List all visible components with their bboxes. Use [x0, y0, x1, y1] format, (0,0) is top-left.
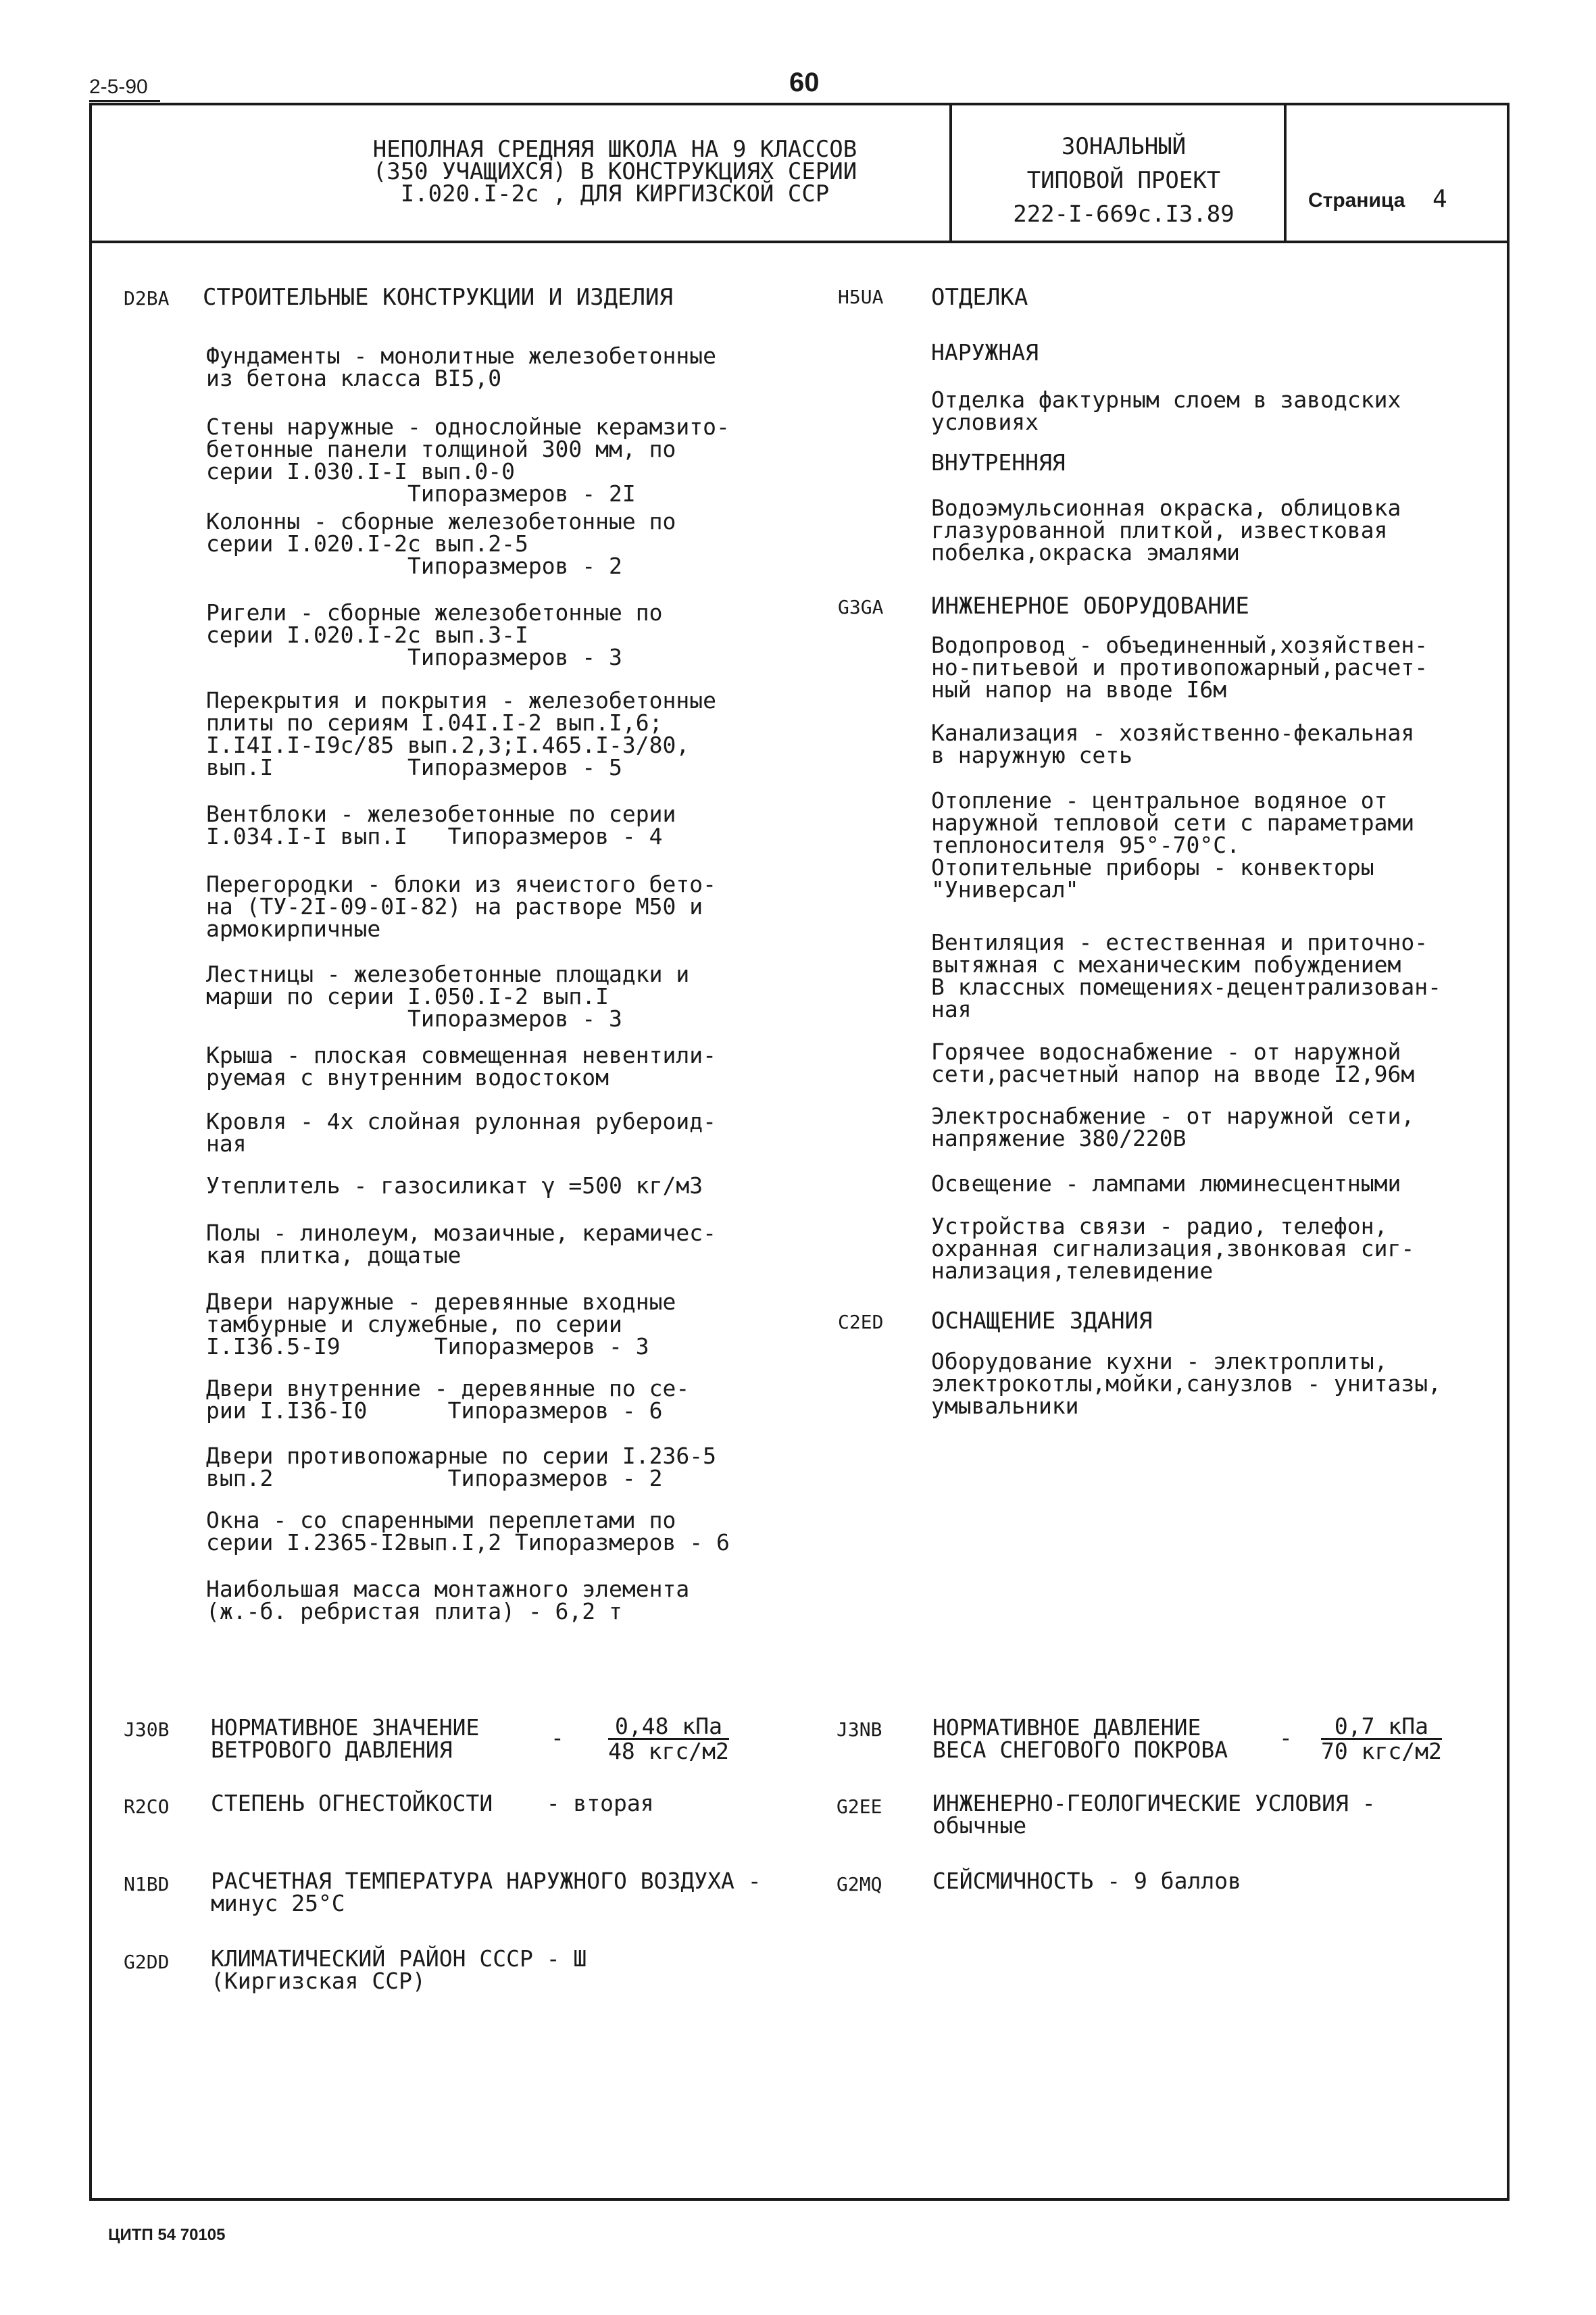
text-line: РАСЧЕТНАЯ ТЕМПЕРАТУРА НАРУЖНОГО ВОЗДУХА -	[211, 1868, 762, 1894]
param-code: J3NB	[837, 1718, 882, 1741]
value-denominator: 70 кгс/м2	[1321, 1738, 1442, 1764]
item-line: Двери внутренние - деревянные по се-	[206, 1375, 690, 1401]
item-line: Фундаменты - монолитные железобетонные	[206, 343, 716, 369]
item-line: рии I.I36-I0 Типоразмеров - 6	[206, 1397, 663, 1424]
label-line: НОРМАТИВНОЕ ДАВЛЕНИЕ	[932, 1714, 1201, 1741]
construction-item	[206, 1291, 676, 1358]
spec-item	[931, 497, 1401, 564]
value-numerator: 0,7 кПа	[1321, 1715, 1442, 1740]
item-line: I.I36.5-I9 Типоразмеров - 3	[206, 1333, 649, 1360]
section-heading: ОСНАЩЕНИЕ ЗДАНИЯ	[931, 1308, 1153, 1335]
section-heading: ОТДЕЛКА	[931, 284, 1028, 311]
construction-item	[206, 510, 676, 577]
item-line: Устройства связи - радио, телефон,	[931, 1213, 1388, 1239]
item-line: Типоразмеров - 3	[206, 1005, 622, 1032]
item-line: Типоразмеров - 2	[206, 553, 622, 579]
item-line: кая плитка, дощатые	[206, 1242, 462, 1268]
param-code: R2CO	[124, 1795, 170, 1818]
construction-item	[206, 416, 730, 505]
section-code: D2BA	[124, 287, 170, 309]
construction-item	[206, 601, 663, 668]
item-line: Типоразмеров - 3	[206, 644, 622, 670]
item-line: Водоэмульсионная окраска, облицовка	[931, 495, 1401, 521]
dash: -	[1279, 1724, 1293, 1751]
item-line: Освещение - лампами люминесцентными	[931, 1170, 1401, 1197]
item-line: I.034.I-I вып.I Типоразмеров - 4	[206, 823, 663, 849]
item-line: напряжение 380/220В	[931, 1125, 1187, 1151]
item-line: Горячее водоснабжение - от наружной	[931, 1039, 1401, 1065]
code-underline	[89, 100, 160, 102]
spec-item	[931, 1172, 1401, 1195]
spec-item	[931, 1041, 1414, 1085]
document-code: 2-5-90	[89, 76, 148, 98]
spec-item	[931, 341, 1039, 364]
header-bottom-rule	[89, 241, 1510, 243]
text-line: ИНЖЕНЕРНО-ГЕОЛОГИЧЕСКИЕ УСЛОВИЯ -	[932, 1790, 1376, 1816]
item-line: вытяжная с механическим побуждением	[931, 951, 1401, 978]
wind-pressure-value	[608, 1715, 729, 1763]
dash: -	[551, 1724, 564, 1751]
print-code: ЦИТП 54 70105	[108, 2226, 226, 2244]
item-line: I.I4I.I-I9с/85 вып.2,3;I.465.I-3/80,	[206, 732, 690, 758]
item-line: Вентблоки - железобетонные по серии	[206, 801, 676, 827]
item-line: Перегородки - блоки из ячеистого бето-	[206, 871, 716, 897]
snow-load-value	[1321, 1715, 1442, 1763]
item-line: серии I.2365-I2вып.I,2 Типоразмеров - 6	[206, 1529, 730, 1555]
project-line: ТИПОВОЙ ПРОЕКТ	[1026, 167, 1221, 194]
item-line: Наибольшая масса монтажного элемента	[206, 1576, 690, 1602]
param-code: J30B	[124, 1718, 170, 1741]
label-line: ВЕСА СНЕГОВОГО ПОКРОВА	[932, 1737, 1228, 1763]
item-line: ная	[206, 1130, 247, 1157]
param-code: N1BD	[124, 1873, 170, 1895]
wind-pressure-label	[211, 1716, 479, 1761]
item-line: Типоразмеров - 2I	[206, 480, 636, 507]
item-line: Оборудование кухни - электроплиты,	[931, 1348, 1388, 1374]
item-line: ный напор на вводе I6м	[931, 676, 1227, 703]
title-line: (350 УЧАЩИХСЯ) В КОНСТРУКЦИЯХ СЕРИИ	[372, 158, 857, 185]
spec-item	[931, 789, 1414, 901]
page-label: Страница	[1308, 189, 1405, 211]
item-line: Утеплитель - газосиликат γ =500 кг/м3	[206, 1172, 703, 1199]
item-line: серии I.020.I-2с вып.3-I	[206, 622, 528, 648]
item-line: умывальники	[931, 1393, 1079, 1419]
construction-item	[206, 873, 716, 940]
climate-region	[211, 1947, 587, 1992]
item-line: из бетона класса BI5,0	[206, 365, 502, 391]
design-temperature	[211, 1870, 762, 1914]
item-line: Водопровод - объединенный,хозяйствен-	[931, 632, 1428, 658]
text-line: обычные	[932, 1812, 1027, 1839]
item-line: охранная сигнализация,звонковая сиг-	[931, 1235, 1415, 1262]
construction-item	[206, 689, 716, 778]
item-line: (ж.-б. ребристая плита) - 6,2 т	[206, 1598, 622, 1624]
item-line: Колонны - сборные железобетонные по	[206, 508, 676, 534]
item-line: электрокотлы,мойки,санузлов - унитазы,	[931, 1370, 1441, 1397]
project-number: 222-I-669с.I3.89	[1013, 201, 1235, 228]
project-line: ЗОНАЛЬНЫЙ	[1061, 133, 1187, 160]
item-line: наружной тепловой сети с параметрами	[931, 810, 1415, 836]
item-line: Двери противопожарные по серии I.236-5	[206, 1443, 716, 1469]
item-line: ВНУТРЕННЯЯ	[931, 449, 1066, 476]
item-line: Окна - со спаренными переплетами по	[206, 1507, 676, 1533]
item-line: ная	[931, 996, 972, 1022]
item-line: теплоносителя 95°-70°С.	[931, 832, 1240, 858]
param-code: G2EE	[837, 1795, 882, 1818]
item-line: вып.2 Типоразмеров - 2	[206, 1465, 663, 1491]
item-line: Кровля - 4х слойная рулонная рубероид-	[206, 1108, 716, 1135]
item-line: руемая с внутренним водостоком	[206, 1064, 609, 1091]
snow-load-label	[932, 1716, 1228, 1761]
item-line: в наружную сеть	[931, 742, 1133, 768]
param-code: G2MQ	[837, 1873, 882, 1895]
text-line: (Киргизская ССР)	[211, 1968, 426, 1994]
item-line: серии I.030.I-I вып.0-0	[206, 458, 515, 484]
item-line: Двери наружные - деревянные входные	[206, 1289, 676, 1315]
item-line: глазурованной плиткой, известковая	[931, 517, 1388, 543]
construction-item	[206, 963, 689, 1030]
construction-item	[206, 1174, 703, 1197]
title-line: I.020.I-2с , ДЛЯ КИРГИЗСКОЙ ССР	[400, 180, 830, 207]
value-numerator: 0,48 кПа	[608, 1715, 729, 1740]
item-line: тамбурные и служебные, по серии	[206, 1311, 622, 1337]
spec-item	[931, 389, 1401, 433]
spec-item	[931, 1215, 1414, 1282]
construction-item	[206, 1044, 716, 1089]
param-code: G2DD	[124, 1951, 170, 1973]
page-value: 4	[1432, 185, 1447, 213]
title-line: НЕПОЛНАЯ СРЕДНЯЯ ШКОЛА НА 9 КЛАССОВ	[372, 136, 857, 163]
section-code: C2ED	[838, 1311, 884, 1333]
item-line: Перекрытия и покрытия - железобетонные	[206, 687, 716, 714]
section-code: H5UA	[838, 286, 884, 308]
section-heading: СТРОИТЕЛЬНЫЕ КОНСТРУКЦИИ И ИЗДЕЛИЯ	[203, 284, 673, 311]
construction-item	[206, 803, 676, 847]
construction-item	[206, 1222, 716, 1266]
seismicity: СЕЙСМИЧНОСТЬ - 9 баллов	[932, 1868, 1241, 1894]
value-denominator: 48 кгс/м2	[608, 1738, 729, 1764]
item-line: Стены наружные - однослойные керамзито-	[206, 414, 730, 440]
construction-item	[206, 345, 716, 389]
item-line: Отопление - центральное водяное от	[931, 787, 1388, 814]
item-line: В классных помещениях-децентрализован-	[931, 974, 1441, 1000]
spec-item	[931, 722, 1414, 766]
spec-item	[931, 451, 1066, 474]
school-title	[284, 136, 946, 207]
section-code: G3GA	[838, 596, 884, 618]
item-line: вып.I Типоразмеров - 5	[206, 754, 622, 780]
item-line: Канализация - хозяйственно-фекальная	[931, 720, 1415, 746]
fire-resistance: СТЕПЕНЬ ОГНЕСТОЙКОСТИ - вторая	[211, 1790, 654, 1816]
item-line: Ригели - сборные железобетонные по	[206, 599, 663, 626]
project-info	[958, 130, 1289, 231]
construction-item	[206, 1578, 689, 1622]
item-line: Электроснабжение - от наружной сети,	[931, 1103, 1415, 1129]
item-line: но-питьевой и противопожарный,расчет-	[931, 654, 1428, 680]
item-line: на (ТУ-2I-09-0I-82) на растворе М50 и	[206, 893, 703, 920]
text-line: минус 25°С	[211, 1890, 345, 1916]
spec-item	[931, 1350, 1441, 1417]
header-divider-1	[949, 103, 952, 242]
label-line: НОРМАТИВНОЕ ЗНАЧЕНИЕ	[211, 1714, 480, 1741]
item-line: Лестницы - железобетонные площадки и	[206, 961, 690, 987]
sheet-number: 60	[789, 68, 820, 97]
spec-item	[931, 1105, 1414, 1149]
construction-item	[206, 1377, 689, 1422]
item-line: "Универсал"	[931, 876, 1079, 903]
item-line: сети,расчетный напор на вводе I2,96м	[931, 1061, 1415, 1087]
spec-item	[931, 634, 1428, 701]
item-line: Полы - линолеум, мозаичные, керамичес-	[206, 1220, 716, 1246]
section-heading: ИНЖЕНЕРНОЕ ОБОРУДОВАНИЕ	[931, 593, 1249, 620]
label-line: ВЕТРОВОГО ДАВЛЕНИЯ	[211, 1737, 453, 1763]
item-line: Отделка фактурным слоем в заводских	[931, 387, 1401, 413]
item-line: плиты по сериям I.04I.I-2 вып.I,6;	[206, 710, 663, 736]
item-line: бетонные панели толщиной 300 мм, по	[206, 436, 676, 462]
item-line: условиях	[931, 409, 1039, 435]
item-line: побелка,окраска эмалями	[931, 539, 1240, 566]
text-line: КЛИМАТИЧЕСКИЙ РАЙОН СССР - Ш	[211, 1945, 587, 1972]
item-line: нализация,телевидение	[931, 1258, 1214, 1284]
spec-item	[931, 931, 1441, 1020]
geology-conditions	[932, 1792, 1376, 1837]
item-line: Вентиляция - естественная и приточно-	[931, 929, 1428, 955]
construction-item	[206, 1509, 730, 1553]
item-line: серии I.020.I-2с вып.2-5	[206, 530, 528, 557]
item-line: Крыша - плоская совмещенная невентили-	[206, 1042, 716, 1068]
item-line: Отопительные приборы - конвекторы	[931, 854, 1374, 880]
item-line: армокирпичные	[206, 916, 381, 942]
item-line: НАРУЖНАЯ	[931, 339, 1039, 366]
construction-item	[206, 1110, 716, 1155]
item-line: марши по серии I.050.I-2 вып.I	[206, 983, 609, 1010]
construction-item	[206, 1445, 716, 1489]
